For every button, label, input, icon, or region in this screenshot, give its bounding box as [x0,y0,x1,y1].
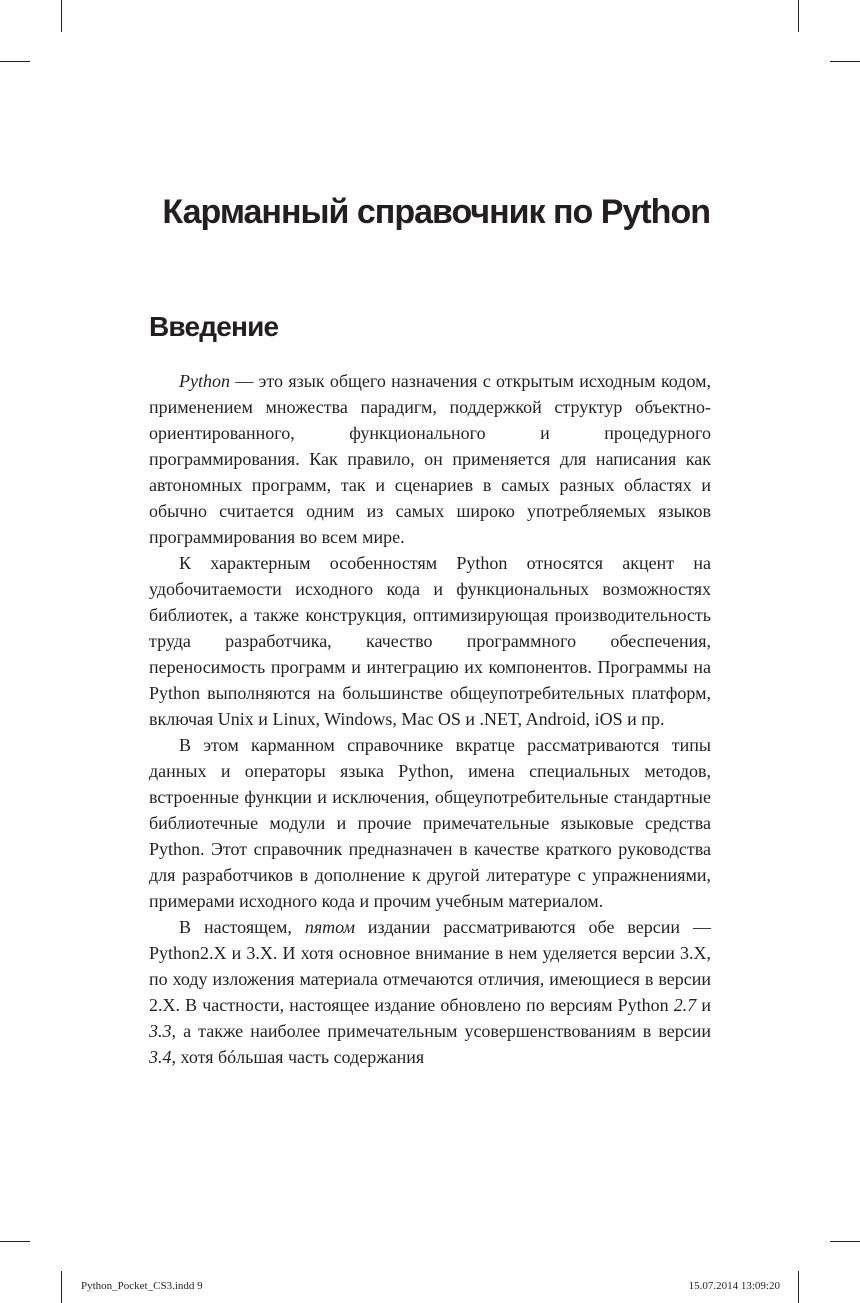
body-text [149,368,711,1070]
crop-mark-top-right-h [830,61,860,62]
paragraph-4-run-2: пятом [304,917,355,937]
paragraph-3-run-1: В этом карманном справочнике вкратце рассматриваются типы данных и операторы языка Python, имена специальных методов, встроенные функции и исключения, общеупотребительные стандартные библиотечные модули и прочие примечательные языковые средства Python. Этот справочник предназначен в качестве краткого руководства для разработчиков в дополнение к другой литературе с упражнениями, примерами исходного кода и прочим учебным материалом. [149,735,711,911]
crop-mark-bottom-left-h [0,1241,30,1242]
paragraph-1 [149,368,711,550]
paragraph-4-run-9: , хотя бóльшая часть содержания [171,1047,425,1067]
paragraph-4 [149,914,711,1070]
paragraph-2-run-1: К характерным особенностям Python относятся акцент на удобочитаемости исходного кода и функциональных возможностях библиотек, а также конструкция, оптимизирующая производительность труда разработчика, качество программного обеспечения, переносимость программ и интеграцию их компонентов. Программы на Python выполняются на большинстве общеупотребительных платформ, включая Unix и Linux, Windows, Mac OS и .NET, Android, iOS и пр. [149,553,711,729]
book-title: Карманный справочник по Python [162,193,710,231]
paragraph-4-run-8: 3.4 [149,1047,172,1067]
paragraph-2 [149,550,711,732]
crop-mark-top-left-h [0,61,30,62]
slug-timestamp: 15.07.2014 13:09:20 [688,1280,780,1292]
paragraph-4-run-5: и [696,995,711,1015]
paragraph-3 [149,732,711,914]
slug-file-label: Python_Pocket_CS3.indd 9 [81,1280,203,1292]
section-heading: Введение [149,311,279,342]
paragraph-4-run-1: В настоящем, [179,917,305,937]
paragraph-4-run-3: издании рассматриваются обе версии — Python2.X и 3.X. И хотя основное внимание в нем уделяется версии 3.X, по ходу изложения материала отмечаются отличия, имеющиеся в версии 2.X. В частности, настоящее издание обновлено по версиям Python [149,917,711,1015]
paragraph-4-run-6: 3.3 [149,1021,172,1041]
paragraph-4-run-4: 2.7 [673,995,697,1015]
paragraph-4-run-7: , а также наиболее примечательным усовершенствованиям в версии [171,1021,711,1041]
paragraph-1-run-2: — это язык общего назначения с открытым исходным кодом, применением множества парадигм, поддержкой структур объектно-ориентированного, функционального и процедурного программирования. Как правило, он применяется для написания как автономных программ, так и сценариев в самых разных областях и обычно считается одним из самых широко употребляемых языков программирования во всем мире. [149,371,711,547]
crop-mark-bottom-right [798,1271,799,1303]
crop-mark-top-right [798,0,799,32]
paragraph-1-run-1: Python [179,371,230,391]
crop-mark-bottom-right-h [830,1241,860,1242]
crop-mark-bottom-left [61,1271,62,1303]
crop-mark-top-left [61,0,62,32]
